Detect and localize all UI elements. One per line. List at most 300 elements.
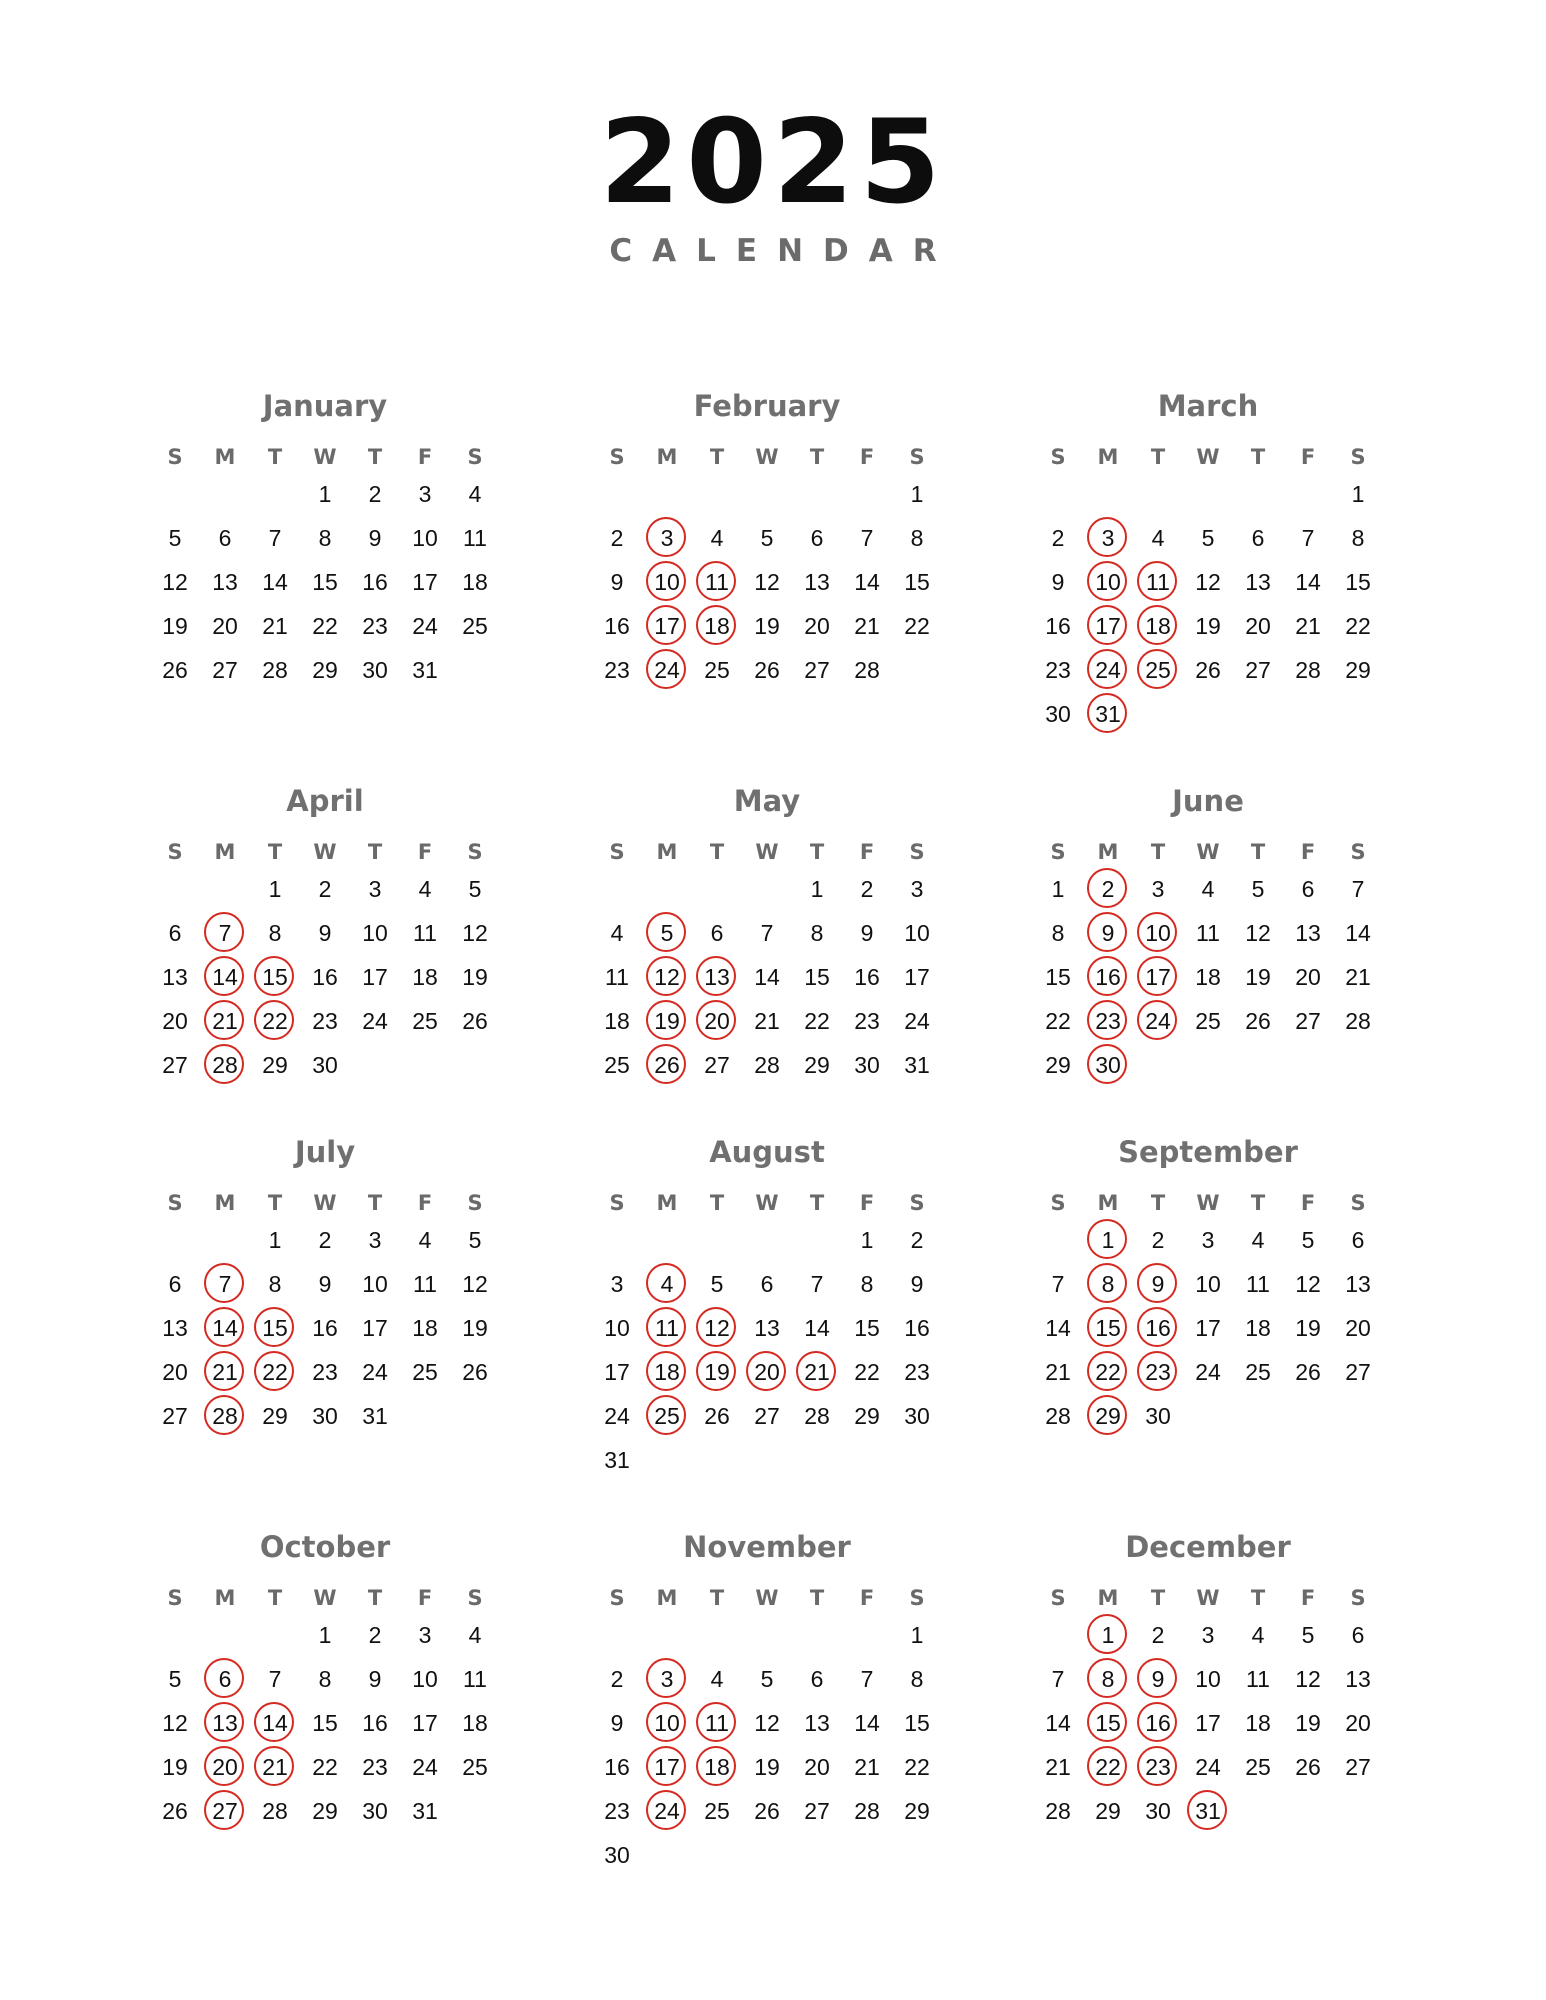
day-number: 5 (1201, 525, 1215, 551)
day-number: 21 (262, 1754, 288, 1780)
day-cell-circled (1133, 1657, 1183, 1701)
day-cell (742, 1306, 792, 1350)
weekday-label: F (417, 445, 433, 469)
day-number: 20 (1345, 1710, 1371, 1736)
day-cell (300, 1613, 350, 1657)
day-cell-circled (692, 1350, 742, 1394)
day-cell-circled (1083, 1043, 1133, 1087)
day-number: 25 (604, 1052, 630, 1078)
weekday-label: T (1250, 840, 1266, 864)
day-number: 17 (412, 569, 438, 595)
day-number: 14 (262, 569, 288, 595)
day-number: 28 (754, 1052, 780, 1078)
day-number: 7 (860, 525, 874, 551)
day-number: 31 (362, 1403, 388, 1429)
day-number: 24 (412, 613, 438, 639)
day-cell-circled (250, 1745, 300, 1789)
weekday-label: T (267, 1191, 283, 1215)
day-number: 19 (462, 1315, 488, 1341)
day-cell-circled (642, 560, 692, 604)
day-cell (892, 1745, 942, 1789)
day-cell (742, 560, 792, 604)
day-cell (592, 999, 642, 1043)
day-cell (400, 560, 450, 604)
day-number: 30 (312, 1403, 338, 1429)
day-number: 18 (704, 613, 730, 639)
day-cell-circled (1083, 1657, 1133, 1701)
day-cell (450, 1262, 500, 1306)
weekday-label: W (1196, 1586, 1220, 1610)
day-cell (692, 648, 742, 692)
day-cell (400, 1789, 450, 1833)
day-cell-circled (250, 1306, 300, 1350)
month-name: August (709, 1135, 825, 1169)
month-name: January (262, 389, 388, 423)
day-cell-circled (1133, 1745, 1183, 1789)
day-number: 9 (910, 1271, 924, 1297)
day-cell (450, 867, 500, 911)
month-name: April (286, 784, 364, 818)
day-cell (250, 911, 300, 955)
month-name: May (733, 784, 801, 818)
weekday-label: F (417, 840, 433, 864)
day-number: 16 (904, 1315, 930, 1341)
day-cell (742, 648, 792, 692)
day-cell-circled (1083, 1613, 1133, 1657)
day-number: 10 (1095, 569, 1121, 595)
day-cell (250, 1218, 300, 1262)
day-cell-circled (642, 911, 692, 955)
day-number: 25 (1245, 1754, 1271, 1780)
day-cell (1183, 1745, 1233, 1789)
day-cell (1033, 955, 1083, 999)
day-number: 14 (262, 1710, 288, 1736)
day-number: 22 (804, 1008, 830, 1034)
day-number: 21 (212, 1008, 238, 1034)
day-number: 22 (904, 1754, 930, 1780)
day-cell (450, 1745, 500, 1789)
day-cell (692, 1394, 742, 1438)
day-number: 1 (1351, 481, 1365, 507)
day-number: 7 (810, 1271, 824, 1297)
day-number: 17 (362, 964, 388, 990)
day-cell (450, 999, 500, 1043)
day-number: 19 (1295, 1710, 1321, 1736)
day-number: 28 (1045, 1798, 1071, 1824)
day-number: 21 (1045, 1754, 1071, 1780)
day-cell (892, 911, 942, 955)
day-number: 22 (262, 1008, 288, 1034)
day-cell (450, 604, 500, 648)
day-cell (150, 1657, 200, 1701)
month-september (1033, 1135, 1383, 1478)
day-number: 31 (412, 1798, 438, 1824)
day-cell (792, 1657, 842, 1701)
day-cell-circled (642, 1789, 692, 1833)
day-number: 29 (1045, 1052, 1071, 1078)
day-number: 8 (268, 920, 282, 946)
day-cell-circled (692, 999, 742, 1043)
day-cell (1033, 1701, 1083, 1745)
day-number: 30 (362, 1798, 388, 1824)
day-number: 20 (162, 1359, 188, 1385)
day-cell (1233, 955, 1283, 999)
day-cell (1333, 911, 1383, 955)
weekday-label: T (267, 840, 283, 864)
weekday-label: T (367, 445, 383, 469)
day-cell (592, 955, 642, 999)
day-number: 30 (1095, 1052, 1121, 1078)
day-number: 11 (1246, 1271, 1270, 1297)
day-number: 3 (418, 481, 432, 507)
day-number: 1 (1051, 876, 1065, 902)
day-cell (1033, 1306, 1083, 1350)
day-cell-circled (1133, 999, 1183, 1043)
day-cell (892, 867, 942, 911)
day-number: 10 (412, 1666, 438, 1692)
day-number: 1 (860, 1227, 874, 1253)
day-number: 10 (1145, 920, 1171, 946)
day-cell (300, 1701, 350, 1745)
day-cell (1133, 1394, 1183, 1438)
day-number: 19 (704, 1359, 730, 1385)
day-cell (450, 1218, 500, 1262)
day-cell (1033, 1745, 1083, 1789)
weekday-label: T (367, 1191, 383, 1215)
weekday-label: W (313, 1191, 337, 1215)
day-cell (592, 1833, 642, 1877)
day-number: 23 (312, 1359, 338, 1385)
day-cell (842, 1350, 892, 1394)
day-cell (300, 604, 350, 648)
day-number: 3 (368, 876, 382, 902)
day-cell (150, 1745, 200, 1789)
day-cell (300, 1043, 350, 1087)
day-number: 14 (1345, 920, 1371, 946)
day-number: 11 (1196, 920, 1220, 946)
day-cell (742, 1657, 792, 1701)
weekday-label: S (167, 840, 183, 864)
weekday-label: M (1097, 840, 1119, 864)
day-number: 6 (1351, 1227, 1365, 1253)
day-cell (1183, 1613, 1233, 1657)
weekday-label: F (417, 1191, 433, 1215)
day-number: 23 (1145, 1359, 1171, 1385)
day-number: 17 (1195, 1315, 1221, 1341)
day-cell (350, 1350, 400, 1394)
day-cell (150, 1701, 200, 1745)
day-cell (792, 1262, 842, 1306)
day-number: 13 (1245, 569, 1271, 595)
day-number: 16 (362, 569, 388, 595)
day-number: 15 (312, 1710, 338, 1736)
day-number: 24 (362, 1008, 388, 1034)
day-cell-circled (250, 1350, 300, 1394)
day-number: 7 (1051, 1271, 1065, 1297)
month-april (150, 784, 500, 1127)
day-cell (350, 516, 400, 560)
day-cell-circled (1083, 560, 1133, 604)
day-cell (1233, 1745, 1283, 1789)
weekday-label: W (755, 840, 779, 864)
day-cell (1033, 692, 1083, 736)
day-number: 13 (804, 569, 830, 595)
day-number: 16 (854, 964, 880, 990)
day-cell-circled (1133, 1701, 1183, 1745)
day-cell-circled (1183, 1789, 1233, 1833)
day-number: 22 (1045, 1008, 1071, 1034)
day-cell (1033, 1043, 1083, 1087)
day-number: 30 (904, 1403, 930, 1429)
day-cell-circled (642, 604, 692, 648)
day-number: 4 (1251, 1622, 1265, 1648)
day-cell-circled (642, 955, 692, 999)
day-cell (1033, 1657, 1083, 1701)
day-number: 5 (168, 1666, 182, 1692)
day-cell (892, 1262, 942, 1306)
day-cell (250, 648, 300, 692)
day-number: 16 (1045, 613, 1071, 639)
day-cell (692, 1043, 742, 1087)
day-cell-circled (200, 955, 250, 999)
day-number: 25 (412, 1359, 438, 1385)
day-number: 26 (754, 657, 780, 683)
day-number: 9 (1051, 569, 1065, 595)
day-cell (1233, 648, 1283, 692)
day-cell (1333, 1306, 1383, 1350)
day-number: 15 (312, 569, 338, 595)
day-cell (792, 1306, 842, 1350)
day-number: 22 (1345, 613, 1371, 639)
day-cell (892, 999, 942, 1043)
day-number: 18 (1245, 1710, 1271, 1736)
day-number: 11 (413, 1271, 437, 1297)
day-number: 9 (318, 1271, 332, 1297)
month-name: December (1125, 1530, 1291, 1564)
day-number: 18 (1145, 613, 1171, 639)
day-cell-circled (200, 1394, 250, 1438)
day-number: 7 (760, 920, 774, 946)
day-cell (892, 1394, 942, 1438)
day-cell (300, 1657, 350, 1701)
weekday-label: T (809, 445, 825, 469)
weekday-label: T (809, 1191, 825, 1215)
day-cell (150, 648, 200, 692)
day-number: 28 (212, 1403, 238, 1429)
day-number: 3 (1201, 1227, 1215, 1253)
day-cell (400, 955, 450, 999)
day-cell (842, 648, 892, 692)
day-cell (300, 1350, 350, 1394)
day-cell (1333, 648, 1383, 692)
day-number: 8 (910, 1666, 924, 1692)
day-number: 18 (412, 964, 438, 990)
day-number: 10 (904, 920, 930, 946)
day-cell-circled (1083, 1262, 1133, 1306)
day-cell (400, 1306, 450, 1350)
day-number: 27 (704, 1052, 730, 1078)
day-number: 14 (1045, 1315, 1071, 1341)
day-cell (450, 1306, 500, 1350)
day-number: 28 (1345, 1008, 1371, 1034)
day-cell (400, 516, 450, 560)
day-cell (400, 1745, 450, 1789)
day-number: 6 (1301, 876, 1315, 902)
day-number: 18 (412, 1315, 438, 1341)
weekday-label: S (167, 1191, 183, 1215)
day-number: 20 (804, 613, 830, 639)
day-cell (742, 1043, 792, 1087)
day-cell (792, 1043, 842, 1087)
weekday-label: M (656, 1586, 678, 1610)
day-cell (792, 560, 842, 604)
day-cell (400, 604, 450, 648)
day-cell (892, 472, 942, 516)
day-number: 27 (162, 1403, 188, 1429)
day-cell (592, 1789, 642, 1833)
day-cell (250, 1657, 300, 1701)
day-number: 8 (318, 1666, 332, 1692)
day-cell-circled (1083, 692, 1133, 736)
day-number: 19 (1295, 1315, 1321, 1341)
day-cell (842, 1306, 892, 1350)
day-cell-circled (200, 999, 250, 1043)
day-number: 23 (1045, 657, 1071, 683)
day-cell (1283, 604, 1333, 648)
day-number: 5 (760, 1666, 774, 1692)
day-cell-circled (1083, 955, 1133, 999)
day-number: 12 (1295, 1666, 1321, 1692)
day-number: 18 (654, 1359, 680, 1385)
day-cell (792, 1745, 842, 1789)
month-june (1033, 784, 1383, 1127)
day-number: 24 (1195, 1754, 1221, 1780)
day-cell (1283, 867, 1333, 911)
day-number: 2 (368, 481, 382, 507)
day-cell (150, 1394, 200, 1438)
day-cell (350, 1613, 400, 1657)
day-cell (692, 1789, 742, 1833)
day-number: 4 (418, 876, 432, 902)
weekday-label: F (1300, 445, 1316, 469)
day-cell (592, 911, 642, 955)
weekday-label: S (1050, 1586, 1066, 1610)
month-name: November (683, 1530, 851, 1564)
day-number: 4 (1201, 876, 1215, 902)
day-number: 30 (362, 657, 388, 683)
day-cell-circled (692, 1701, 742, 1745)
day-number: 30 (1145, 1403, 1171, 1429)
day-cell (250, 1789, 300, 1833)
day-number: 16 (312, 1315, 338, 1341)
weekday-label: M (214, 1191, 236, 1215)
day-number: 11 (655, 1315, 679, 1341)
day-cell (300, 1306, 350, 1350)
month-name: October (259, 1530, 391, 1564)
day-cell (592, 1745, 642, 1789)
day-cell (842, 1394, 892, 1438)
day-cell (1033, 604, 1083, 648)
day-number: 20 (212, 1754, 238, 1780)
day-number: 9 (368, 525, 382, 551)
day-number: 12 (162, 569, 188, 595)
day-number: 18 (1245, 1315, 1271, 1341)
weekday-label: T (709, 1191, 725, 1215)
day-number: 8 (318, 525, 332, 551)
day-cell-circled (1133, 911, 1183, 955)
day-cell (1183, 560, 1233, 604)
day-number: 20 (1345, 1315, 1371, 1341)
day-number: 11 (1146, 569, 1170, 595)
day-cell-circled (792, 1350, 842, 1394)
day-cell (300, 911, 350, 955)
day-number: 10 (604, 1315, 630, 1341)
day-cell (300, 472, 350, 516)
day-number: 6 (1351, 1622, 1365, 1648)
day-cell (350, 1657, 400, 1701)
day-number: 14 (854, 569, 880, 595)
day-cell (150, 955, 200, 999)
day-cell-circled (200, 1789, 250, 1833)
day-number: 8 (810, 920, 824, 946)
day-number: 13 (1345, 1271, 1371, 1297)
day-cell-circled (200, 1350, 250, 1394)
day-number: 6 (218, 525, 232, 551)
day-cell (1233, 911, 1283, 955)
day-cell (150, 560, 200, 604)
day-number: 27 (1295, 1008, 1321, 1034)
day-cell (150, 604, 200, 648)
day-cell (350, 999, 400, 1043)
day-cell (1233, 1218, 1283, 1262)
day-cell (842, 867, 892, 911)
day-cell-circled (200, 1306, 250, 1350)
day-cell (350, 1745, 400, 1789)
day-number: 1 (1101, 1622, 1115, 1648)
day-cell (1283, 1262, 1333, 1306)
day-number: 2 (1101, 876, 1115, 902)
day-cell (1283, 999, 1333, 1043)
day-number: 27 (754, 1403, 780, 1429)
day-number: 17 (1095, 613, 1121, 639)
day-number: 23 (604, 1798, 630, 1824)
day-number: 21 (212, 1359, 238, 1385)
weekday-label: T (709, 445, 725, 469)
day-number: 1 (810, 876, 824, 902)
weekday-label: M (656, 840, 678, 864)
day-cell-circled (642, 1262, 692, 1306)
day-number: 29 (312, 657, 338, 683)
day-number: 23 (362, 1754, 388, 1780)
day-cell-circled (1133, 955, 1183, 999)
day-cell (1183, 1701, 1233, 1745)
day-cell-circled (742, 1350, 792, 1394)
day-cell (350, 955, 400, 999)
day-cell (892, 1306, 942, 1350)
day-number: 22 (1095, 1359, 1121, 1385)
day-cell-circled (1083, 1745, 1133, 1789)
day-cell (350, 1262, 400, 1306)
day-cell (1183, 516, 1233, 560)
day-number: 11 (705, 569, 729, 595)
day-cell (400, 1218, 450, 1262)
day-number: 23 (1145, 1754, 1171, 1780)
day-number: 5 (468, 876, 482, 902)
day-cell (300, 1218, 350, 1262)
day-number: 17 (654, 613, 680, 639)
day-cell (1333, 604, 1383, 648)
weekday-label: W (313, 840, 337, 864)
